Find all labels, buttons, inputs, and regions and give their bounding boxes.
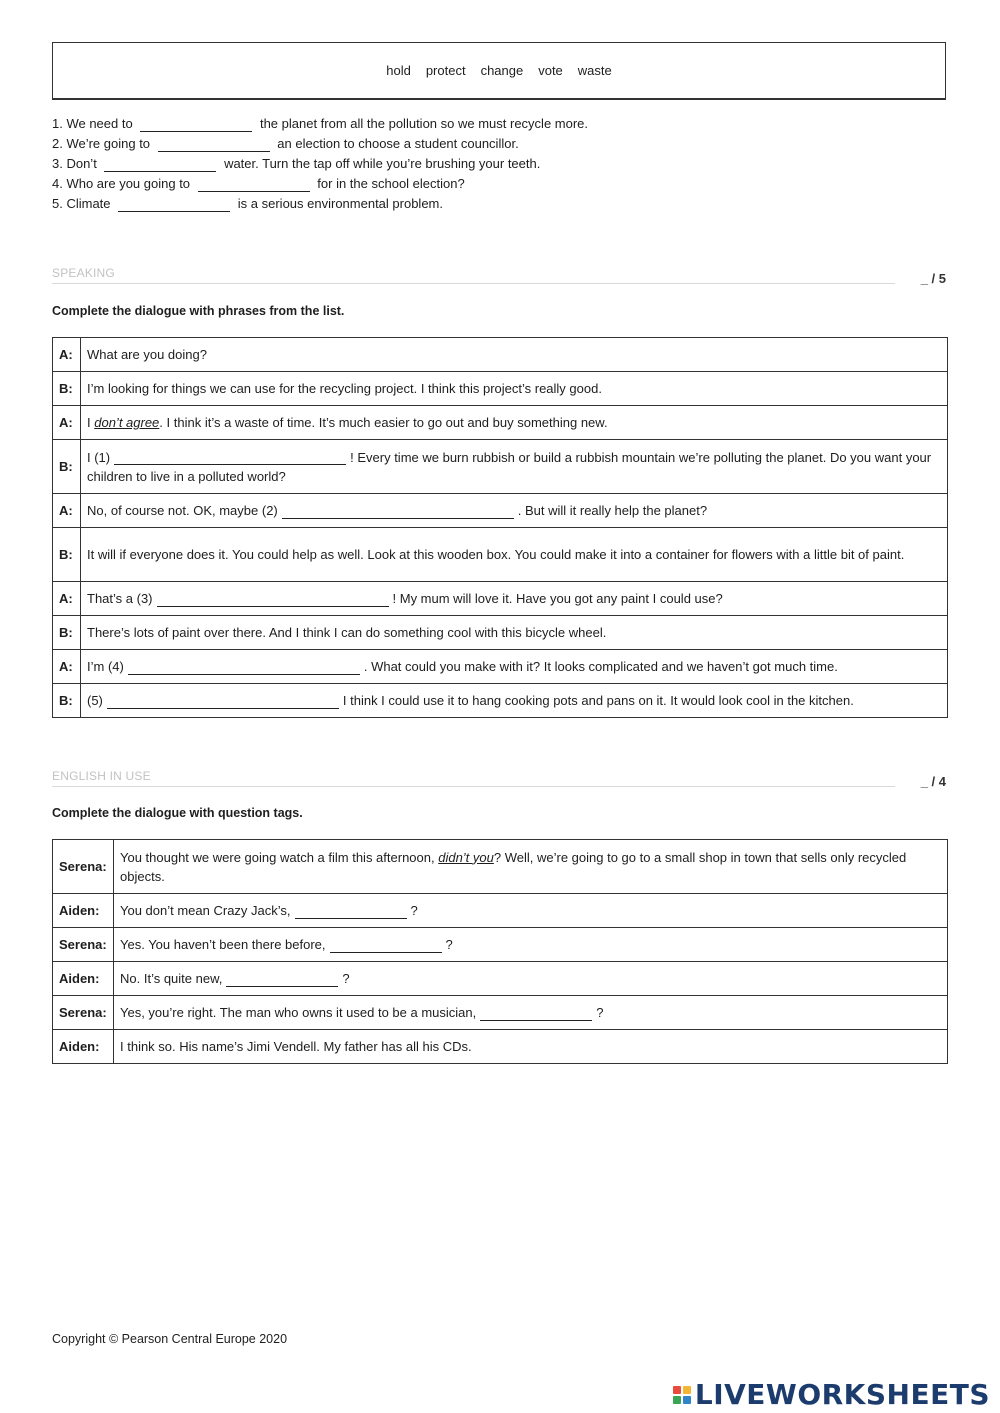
speaker-label: B: xyxy=(53,440,81,494)
word-box xyxy=(52,42,946,100)
answer-blank[interactable] xyxy=(118,197,230,212)
copyright-footer: Copyright © Pearson Central Europe 2020 xyxy=(52,1332,288,1346)
dialogue-row xyxy=(53,840,948,894)
dialogue-row xyxy=(53,406,948,440)
dialogue-row xyxy=(53,372,948,406)
item-text-before: 1. We need to xyxy=(52,116,133,131)
speaker-label: A: xyxy=(53,406,81,440)
speaker-label: B: xyxy=(53,684,81,718)
dialogue-row xyxy=(53,684,948,718)
english-in-use-instruction: Complete the dialogue with question tags. xyxy=(52,806,303,820)
section-score: _ / 4 xyxy=(920,774,946,789)
word-box-word: change xyxy=(480,63,524,78)
example-answer: didn’t you xyxy=(438,849,494,865)
answer-blank-5[interactable] xyxy=(107,694,339,709)
dialogue-row xyxy=(53,616,948,650)
line-text: I xyxy=(87,415,95,430)
speaker-label: A: xyxy=(53,582,81,616)
dialogue-row xyxy=(53,528,948,582)
item-text-after: the planet from all the pollution so we must recycle more. xyxy=(259,116,589,131)
answer-blank[interactable] xyxy=(104,157,216,172)
line-text: No, of course not. OK, maybe (2) xyxy=(87,503,278,518)
logo-cube xyxy=(683,1386,691,1394)
word-box-word: vote xyxy=(538,63,563,78)
line-text: I’m (4) xyxy=(87,659,124,674)
dialogue-line: I’m looking for things we can use for the recycling project. I think this project’s really good. xyxy=(81,372,948,406)
line-text: Yes. You haven’t been there before, xyxy=(120,937,326,952)
logo-text: LIVEWORKSHEETS xyxy=(694,1378,990,1411)
dialogue-line xyxy=(114,840,948,894)
speaker-label: Aiden: xyxy=(53,894,114,928)
dialogue-line xyxy=(114,962,948,996)
line-text: ? xyxy=(445,937,453,952)
vocabulary-exercise xyxy=(52,114,588,214)
speaker-label: A: xyxy=(53,650,81,684)
dialogue-row xyxy=(53,650,948,684)
dialogue-line: What are you doing? xyxy=(81,338,948,372)
item-text-after: for in the school election? xyxy=(317,176,465,191)
item-text-before: 5. Climate xyxy=(52,196,111,211)
item-text-before: 4. Who are you going to xyxy=(52,176,191,191)
line-text: I think I could use it to hang cooking pots and pans on it. It would look cool in the kitchen. xyxy=(342,693,854,708)
line-text: You don’t mean Crazy Jack’s, xyxy=(120,903,291,918)
logo-cube xyxy=(673,1396,681,1404)
liveworksheets-logo[interactable] xyxy=(673,1378,990,1411)
line-text: No. It’s quite new, xyxy=(120,971,223,986)
line-text: That’s a (3) xyxy=(87,591,153,606)
vocabulary-item xyxy=(52,174,588,194)
word-box-word: waste xyxy=(577,63,612,78)
logo-cubes-icon xyxy=(673,1386,691,1404)
vocabulary-item xyxy=(52,114,588,134)
line-text: ! My mum will love it. Have you got any paint I could use? xyxy=(392,591,723,606)
speaker-label: Serena: xyxy=(53,840,114,894)
speaker-label: B: xyxy=(53,372,81,406)
dialogue-row xyxy=(53,928,948,962)
logo-cube xyxy=(673,1386,681,1394)
speaker-label: A: xyxy=(53,494,81,528)
section-title: SPEAKING xyxy=(52,266,895,284)
dialogue-row xyxy=(53,338,948,372)
logo-cube xyxy=(683,1396,691,1404)
dialogue-line xyxy=(81,494,948,528)
item-text-before: 2. We’re going to xyxy=(52,136,151,151)
dialogue-row xyxy=(53,440,948,494)
item-text-after: is a serious environmental problem. xyxy=(237,196,443,211)
answer-blank-1[interactable] xyxy=(114,450,346,465)
word-box-word: hold xyxy=(386,63,411,78)
speaker-label: Aiden: xyxy=(53,1030,114,1064)
answer-blank-3[interactable] xyxy=(157,592,389,607)
line-text: ? xyxy=(342,971,350,986)
line-text: . I think it’s a waste of time. It’s much easier to go out and buy something new. xyxy=(159,415,608,430)
word-box-word: protect xyxy=(425,63,466,78)
line-text: ? xyxy=(596,1005,604,1020)
english-in-use-section-header xyxy=(52,769,946,789)
dialogue-row xyxy=(53,962,948,996)
speaker-label: Aiden: xyxy=(53,962,114,996)
dialogue-line: I think so. His name’s Jimi Vendell. My father has all his CDs. xyxy=(114,1030,948,1064)
answer-blank[interactable] xyxy=(140,117,252,132)
line-text: ! Every time we burn rubbish or build a rubbish mountain we’re polluting the planet. Do you want your children to live in a polluted world? xyxy=(87,449,932,484)
dialogue-line: It will if everyone does it. You could help as well. Look at this wooden box. You could make it into a container for flowers with a little bit of paint. xyxy=(81,528,948,582)
item-text-before: 3. Don’t xyxy=(52,156,97,171)
dialogue-line xyxy=(81,684,948,718)
item-text-after: an election to choose a student councillor. xyxy=(277,136,519,151)
line-text: I (1) xyxy=(87,449,111,465)
line-text: You thought we were going watch a film this afternoon, xyxy=(120,849,439,865)
line-text: ? Well, we’re going to go to a small shop in town that sells only recycled objects. xyxy=(120,849,907,884)
dialogue-row xyxy=(53,894,948,928)
section-score: _ / 5 xyxy=(920,271,946,286)
vocabulary-item xyxy=(52,154,588,174)
speaker-label: Serena: xyxy=(53,928,114,962)
answer-blank[interactable] xyxy=(158,137,270,152)
speaking-section-header xyxy=(52,266,946,286)
line-text: (5) xyxy=(87,693,103,708)
line-text: . What could you make with it? It looks complicated and we haven’t got much time. xyxy=(363,659,838,674)
answer-blank[interactable] xyxy=(198,177,310,192)
dialogue-line xyxy=(81,406,948,440)
dialogue-row xyxy=(53,582,948,616)
dialogue-line xyxy=(81,582,948,616)
vocabulary-item xyxy=(52,194,588,214)
dialogue-row xyxy=(53,1030,948,1064)
answer-blank-4[interactable] xyxy=(128,660,360,675)
line-text: . But will it really help the planet? xyxy=(517,503,708,518)
question-tag-blank[interactable] xyxy=(295,904,407,919)
question-tag-blank[interactable] xyxy=(480,1006,592,1021)
dialogue-line xyxy=(81,440,948,494)
dialogue-line xyxy=(114,894,948,928)
speaking-instruction: Complete the dialogue with phrases from the list. xyxy=(52,304,345,318)
dialogue-row xyxy=(53,996,948,1030)
question-tags-dialogue-table xyxy=(52,839,948,1064)
answer-blank-2[interactable] xyxy=(282,504,514,519)
speaking-dialogue-table xyxy=(52,337,948,718)
item-text-after: water. Turn the tap off while you’re brushing your teeth. xyxy=(224,156,541,171)
vocabulary-item xyxy=(52,134,588,154)
dialogue-line xyxy=(114,928,948,962)
example-answer: don’t agree xyxy=(94,415,160,430)
dialogue-line: There’s lots of paint over there. And I think I can do something cool with this bicycle wheel. xyxy=(81,616,948,650)
line-text: ? xyxy=(410,903,418,918)
speaker-label: B: xyxy=(53,528,81,582)
question-tag-blank[interactable] xyxy=(226,972,338,987)
dialogue-line xyxy=(114,996,948,1030)
section-title: ENGLISH IN USE xyxy=(52,769,895,787)
speaker-label: A: xyxy=(53,338,81,372)
speaker-label: Serena: xyxy=(53,996,114,1030)
dialogue-line xyxy=(81,650,948,684)
speaker-label: B: xyxy=(53,616,81,650)
question-tag-blank[interactable] xyxy=(330,938,442,953)
dialogue-row xyxy=(53,494,948,528)
line-text: Yes, you’re right. The man who owns it used to be a musician, xyxy=(120,1005,477,1020)
